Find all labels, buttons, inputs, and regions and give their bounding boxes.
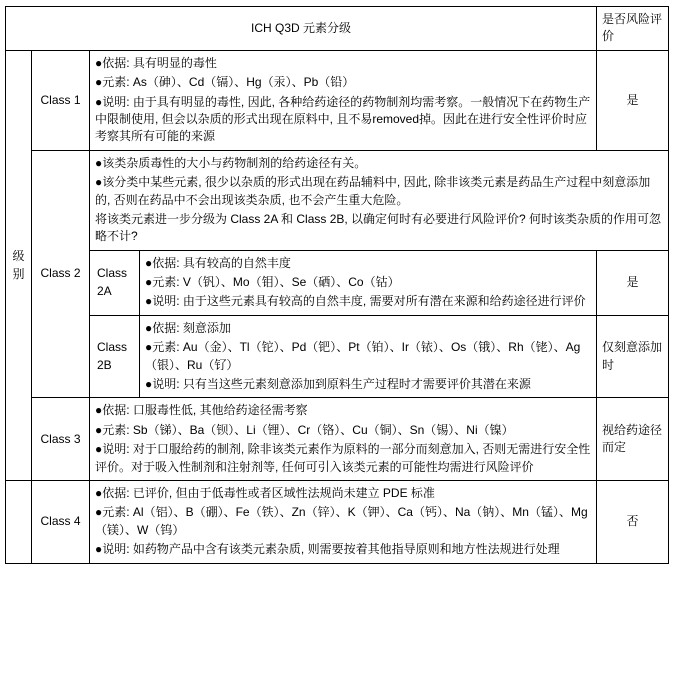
class-name-cell: Class 2: [32, 150, 90, 398]
class-basis: ●依据: 口服毒性低, 其他给药途径需考察: [95, 403, 308, 418]
table-title: ICH Q3D 元素分级: [6, 7, 597, 51]
risk-value: 是: [597, 50, 669, 150]
class-description: ●说明: 对于口服给药的制剂, 除非该类元素作为原料的一部分而刻意加入, 否则无需进行安全性评价。对于吸入性制剂和注射剂等, 任何可引入该类元素的可能性均需进行风险评价: [95, 442, 591, 474]
subclass-basis: ●依据: 刻意添加: [145, 320, 231, 335]
risk-value: 否: [597, 480, 669, 563]
subclass-basis: ●依据: 具有较高的自然丰度: [145, 255, 291, 270]
class2-intro-cell: [90, 150, 669, 250]
class-elements: ●元素: Al（铝）、B（硼）、Fe（铁）、Zn（锌）、K（钾）、Ca（钙）、Na（钠）、Mn（锰）、Mg（镁）、W（钨）: [95, 505, 588, 537]
risk-value: 是: [597, 250, 669, 315]
subclass-description: ●说明: 只有当这些元素刻意添加到原料生产过程时才需要评价其潜在来源: [145, 377, 531, 392]
class-elements: ●元素: Sb（锑）、Ba（钡）、Li（锂）、Cr（铬）、Cu（铜）、Sn（锡）、Ni（镍）: [95, 422, 514, 437]
class-basis: ●依据: 已评价, 但由于低毒性或者区域性法规尚未建立 PDE 标准: [95, 485, 435, 500]
class2-intro-1: ●该类杂质毒性的大小与药物制剂的给药途径有关。: [95, 155, 367, 170]
ich-q3d-element-classification-table: [5, 6, 669, 564]
class2-intro-3: 将该类元素进一步分级为 Class 2A 和 Class 2B, 以确定何时有必要进行风险评价? 何时该类杂质的作用可忽略不计?: [95, 211, 662, 244]
risk-evaluation-header: 是否风险评价: [597, 7, 669, 51]
table-row: [6, 480, 669, 563]
table-row: [6, 398, 669, 481]
class-detail-cell: [90, 50, 597, 150]
subclass-label: Class 2A: [97, 266, 128, 298]
table-row: [6, 250, 669, 315]
class-detail-cell: [90, 480, 597, 563]
class-name-cell: Class 1: [32, 50, 90, 150]
class-description: ●说明: 由于具有明显的毒性, 因此, 各种给药途径的药物制剂均需考察。一般情况下在药物生产中限制使用, 但会以杂质的形式出现在原料中, 且不易removed掉。因此在进行安全性评价时应考察其所有可能的来源: [95, 94, 591, 144]
risk-value: 视给药途径而定: [597, 398, 669, 481]
class-basis: ●依据: 具有明显的毒性: [95, 55, 217, 70]
class-detail-cell: [90, 398, 597, 481]
subclass-detail-cell: [140, 250, 597, 315]
table-row: [6, 150, 669, 250]
subclass-name-cell: [90, 250, 140, 315]
level-label: 级 别: [6, 50, 32, 480]
risk-value: 仅刻意添加时: [597, 315, 669, 398]
subclass-label: Class 2B: [97, 340, 128, 372]
subclass-elements: ●元素: V（钒）、Mo（钼）、Se（硒）、Co（钴）: [145, 275, 400, 290]
subclass-elements: ●元素: Au（金）、Tl（铊）、Pd（钯）、Pt（铂）、Ir（铱）、Os（锇）、Rh（铑）、Ag（银）、Ru（钌）: [145, 340, 581, 372]
class-name-cell: Class 4: [32, 480, 90, 563]
class2-intro-2: ●该分类中某些元素, 很少以杂质的形式出现在药品辅料中, 因此, 除非该类元素是药品生产过程中刻意添加的, 否则在药品中不会出现该类杂质, 也不会产生重大危险。: [95, 175, 651, 207]
subclass-detail-cell: [140, 315, 597, 398]
table-header-row: [6, 7, 669, 51]
class-name-cell: Class 3: [32, 398, 90, 481]
class-elements: ●元素: As（砷）、Cd（镉）、Hg（汞）、Pb（铅）: [95, 75, 355, 90]
empty-level-cell: [6, 480, 32, 563]
subclass-name-cell: [90, 315, 140, 398]
class-description: ●说明: 如药物产品中含有该类元素杂质, 则需要按着其他指导原则和地方性法规进行处理: [95, 542, 560, 557]
table-row: [6, 315, 669, 398]
table-row: [6, 50, 669, 150]
subclass-description: ●说明: 由于这些元素具有较高的自然丰度, 需要对所有潜在来源和给药途径进行评价: [145, 294, 586, 309]
